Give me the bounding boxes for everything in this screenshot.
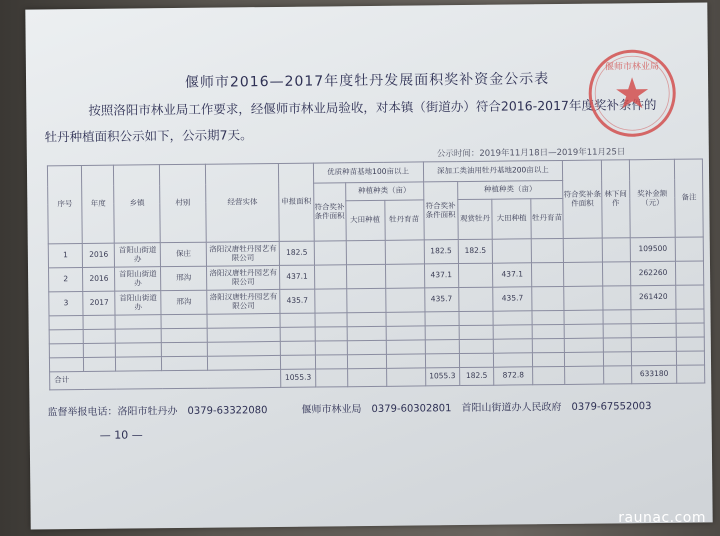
document-page [25,2,712,529]
cell-town: 首阳山街道办 [115,243,161,267]
header-entity: 经营实体 [205,163,279,242]
total-label: 合计 [50,369,281,389]
cell-entity: 洛阳汉唐牡丹园艺有限公司 [207,289,281,314]
svg-text:偃师市林业局: 偃师市林业局 [604,61,659,73]
cell-amount: 262260 [630,261,676,285]
header-declared-area: 申报面积 [279,163,314,241]
header-village: 村别 [160,164,207,242]
cell-b-field: 437.1 [493,263,532,287]
official-seal-icon [586,47,679,140]
cell-village: 邢沟 [161,266,207,290]
publish-time: 公示时间：2019年11月18日—2019年11月25日 [436,147,626,160]
cell-declared: 437.1 [280,265,315,289]
header-group-a-eligible: 符合奖补条件面积 [313,183,346,241]
cell-year: 2016 [83,267,115,291]
header-remarks: 备注 [675,159,703,237]
cell-entity: 洛阳汉唐牡丹园艺有限公司 [206,241,280,266]
cell-amount: 109500 [630,237,676,261]
header-group-b-eligible: 符合奖补条件面积 [423,182,458,240]
header-group-a: 优质种苗基地100亩以上 [313,162,423,183]
cell-b-field [492,239,531,263]
header-group-b-ornamental: 观赏牡丹 [458,199,493,239]
cell-seq: 2 [49,267,84,291]
header-amount: 奖补金额（元） [629,159,676,237]
subsidy-table [47,158,705,390]
header-group-b-nursery: 牡丹育苗 [531,198,563,238]
cell-town: 首阳山街道办 [115,267,161,291]
cell-year: 2017 [83,291,115,315]
report-phone-1: 监督举报电话：洛阳市牡丹办 0379-63322080 [47,405,268,419]
intro-line-2: 牡丹种植面积公示如下，公示期7天。 [44,127,253,145]
header-seq: 序号 [47,166,82,244]
cell-declared: 435.7 [280,289,315,313]
cell-b-ornamental [459,287,494,311]
cell-b-eligible: 437.1 [424,264,459,288]
header-town: 乡镇 [114,165,161,243]
cell-village: 邢沟 [161,290,207,314]
document-title: 偃师市2016—2017年度牡丹发展面积奖补资金公示表 [184,71,550,91]
header-group-b-kinds: 种植种类（亩） [457,180,563,199]
header-group-a-field: 大田种植 [345,200,384,240]
cell-b-field: 435.7 [493,287,532,311]
total-b-ornamental: 182.5 [459,367,494,385]
cell-village: 保庄 [160,242,206,266]
cell-year: 2016 [83,243,115,267]
cell-declared: 182.5 [280,241,315,265]
report-phone-3: 首阳山街道办人民政府 0379-67552003 [461,401,652,415]
header-group-b-field: 大田种植 [492,199,531,239]
total-b-field: 872.8 [494,367,533,385]
cell-entity: 洛阳汉唐牡丹园艺有限公司 [206,265,280,290]
cell-b-eligible: 435.7 [424,288,459,312]
header-forest-understory: 林下间作 [602,160,630,238]
intro-line-1: 按照洛阳市林业局工作要求，经偃师市林业局验收，对本镇（街道办）符合2016-2017年度奖补条件的 [88,96,657,118]
total-amount: 633180 [631,365,677,383]
cell-b-eligible: 182.5 [424,240,459,264]
cell-town: 首阳山街道办 [115,291,161,315]
cell-b-ornamental: 182.5 [458,239,493,263]
report-phone-2: 偃师市林业局 0379-60302801 [301,403,452,416]
total-declared: 1055.3 [281,369,316,387]
page-number: — 10 — [99,428,143,442]
header-group-a-nursery: 牡丹育苗 [384,200,423,240]
header-other-eligible: 符合奖补条件面积 [563,160,603,238]
cell-b-ornamental [458,263,493,287]
header-year: 年度 [82,165,115,243]
watermark: raunac.com [618,510,706,526]
cell-amount: 261420 [630,285,676,309]
cell-seq: 1 [48,243,83,267]
total-b-eligible: 1055.3 [425,368,460,386]
cell-seq: 3 [49,291,84,315]
header-group-b: 深加工类油用牡丹基地200亩以上 [423,160,563,181]
header-group-a-kinds: 种植种类（亩） [345,182,423,201]
